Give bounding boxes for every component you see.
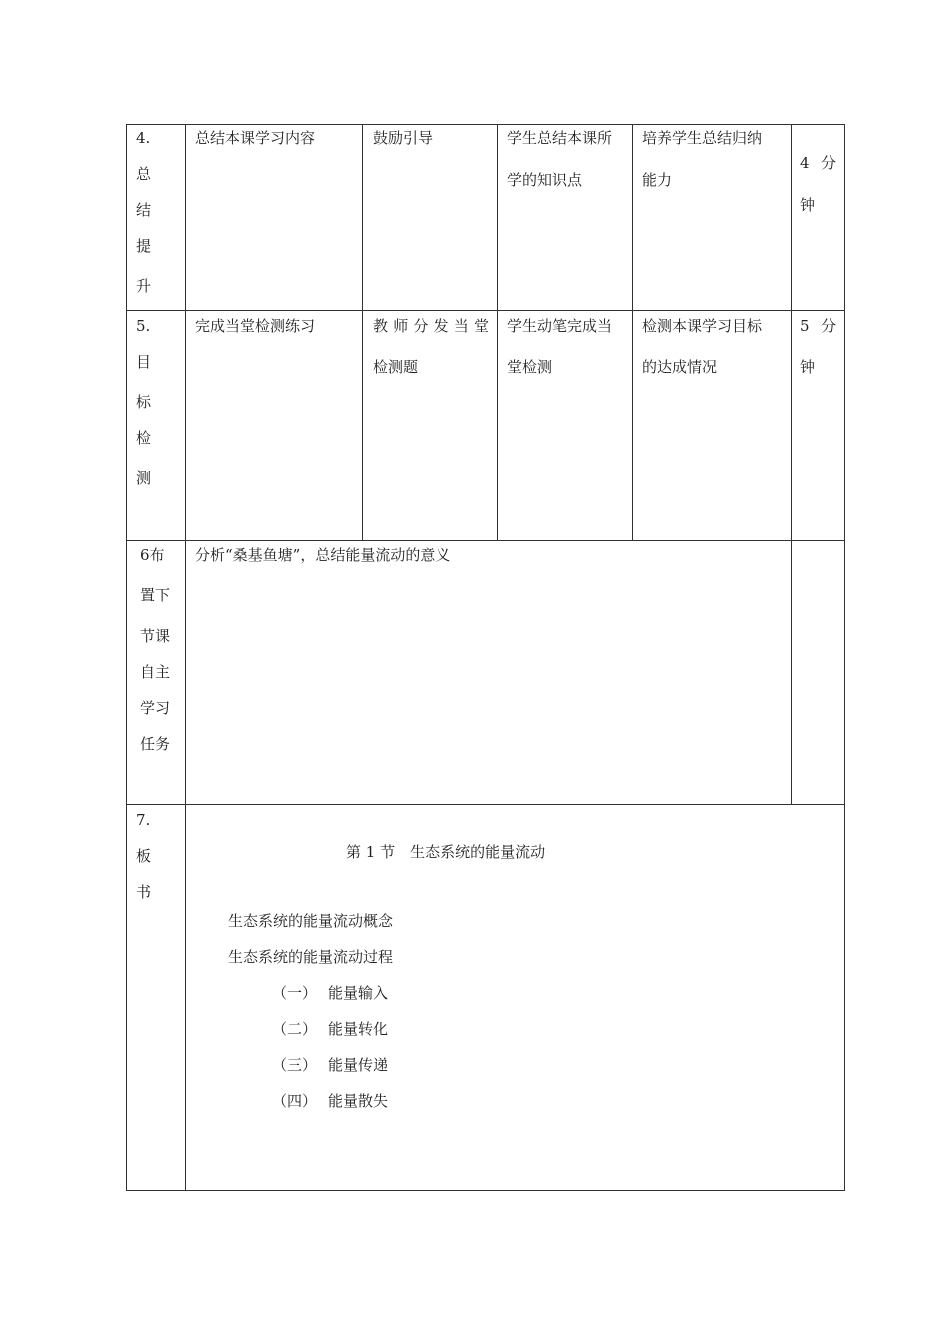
- board-title: 第 1 节 生态系统的能量流动: [346, 843, 546, 861]
- teacher-activity-line: 教师分发当堂: [373, 317, 489, 335]
- column-divider: [185, 124, 186, 1191]
- content-cell: 完成当堂检测练习: [195, 317, 316, 335]
- table-border: [126, 1190, 845, 1191]
- board-sub-number: （三）: [272, 1056, 318, 1074]
- board-sub-text: 能量散失: [328, 1092, 389, 1110]
- table-border: [126, 124, 127, 1191]
- table-border: [844, 124, 845, 1191]
- board-line: 生态系统的能量流动过程: [228, 948, 394, 966]
- column-divider: [362, 124, 363, 541]
- board-sub-text: 能量输入: [328, 984, 389, 1002]
- time-line: 钟: [800, 358, 816, 376]
- document-page: 4. 总 结 提 升 总结本课学习内容 鼓励引导 学生总结本课所 学的知识点 培养学生总结归纳 能力 4 分 钟 5. 目 标 检 测 完成当堂检测练习 教师分发当堂 检测题 学生动笔完成当 堂检测 检测本课学习目标 的达成情况 5 分 钟 6布 置下 节课 自主 学习 任务 分析“桑基鱼塘”，总结能量流动的意义 7. 板 书 第 1 节 生态系统的能量流动 生态系统的能量流动概念 生态系统的能量流动过程 （一） 能量输入 （二） 能量转化 （三） 能量传递 （四） 能量散失: [0, 0, 950, 1344]
- row-divider: [126, 540, 845, 541]
- board-sub-number: （二）: [272, 1020, 318, 1038]
- board-line: 生态系统的能量流动概念: [228, 912, 394, 930]
- board-sub-text: 能量转化: [328, 1020, 389, 1038]
- teacher-activity-line: 检测题: [373, 358, 419, 376]
- purpose-line: 能力: [642, 171, 673, 189]
- purpose-line: 培养学生总结归纳: [642, 129, 763, 147]
- purpose-line: 检测本课学习目标: [642, 317, 763, 335]
- board-sub-text: 能量传递: [328, 1056, 389, 1074]
- time-line: 4 分: [800, 154, 836, 172]
- purpose-line: 的达成情况: [642, 358, 718, 376]
- student-activity-line: 学生总结本课所: [507, 129, 613, 147]
- column-divider: [632, 124, 633, 541]
- student-activity-line: 学生动笔完成当: [507, 317, 613, 335]
- time-line: 5 分: [800, 317, 836, 335]
- row-divider: [126, 804, 845, 805]
- board-sub-number: （四）: [272, 1092, 318, 1110]
- column-divider: [791, 124, 792, 805]
- content-cell: 分析“桑基鱼塘”，总结能量流动的意义: [195, 546, 451, 564]
- row-divider: [126, 310, 845, 311]
- content-cell: 总结本课学习内容: [195, 129, 316, 147]
- student-activity-line: 学的知识点: [507, 171, 583, 189]
- time-line: 钟: [800, 196, 816, 214]
- student-activity-line: 堂检测: [507, 358, 553, 376]
- column-divider: [497, 124, 498, 541]
- board-sub-number: （一）: [272, 984, 318, 1002]
- teacher-activity-cell: 鼓励引导: [373, 129, 434, 147]
- table-border: [126, 124, 845, 125]
